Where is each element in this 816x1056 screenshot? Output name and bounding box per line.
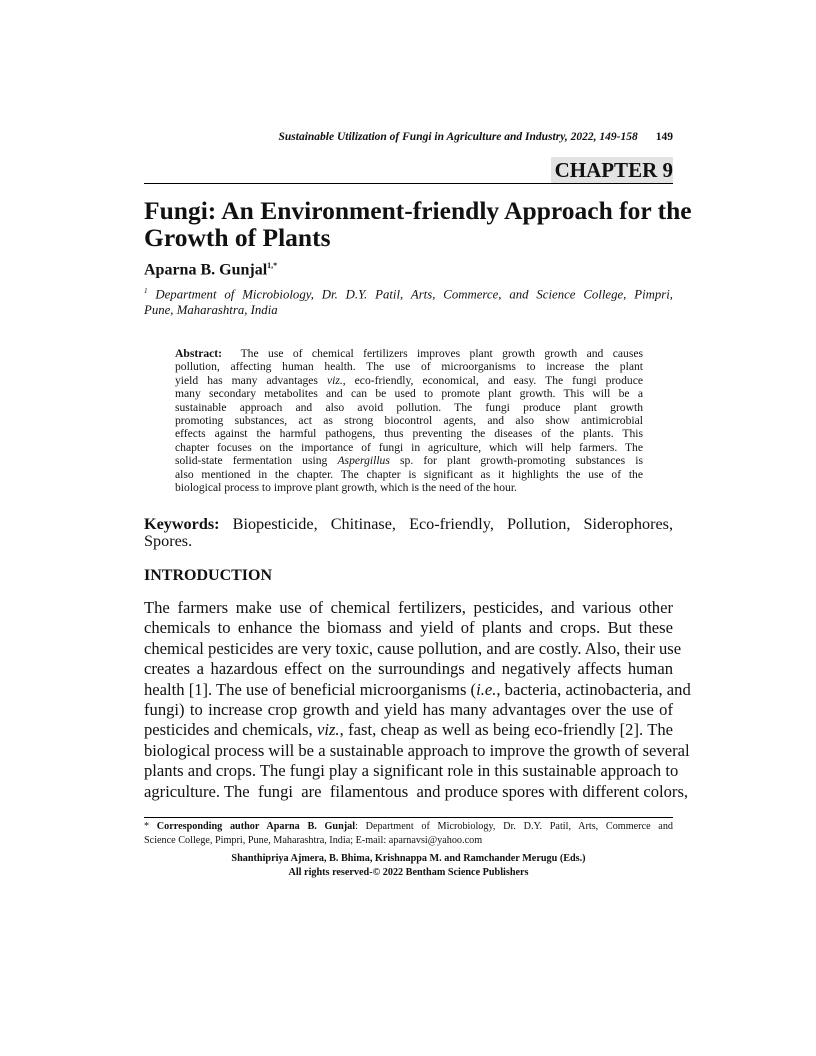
footnote-rule [144,817,673,818]
text-segment: biological process will be a sustainable approach to improve the growth of several [144,740,690,760]
book-title: Sustainable Utilization of Fungi in Agriculture and Industry [278,131,565,143]
text-segment: yield has many advantages [175,373,327,387]
affiliation-line [144,283,673,302]
text-line [175,468,643,481]
text-line [144,679,691,700]
author-sup: 1,* [267,261,278,270]
italic-text: viz. [317,720,340,740]
text-line [144,533,673,550]
text-segment: promoting substances, act as strong biocontrol agents, and also show antimicrobial [175,414,643,428]
running-header [278,131,637,143]
italic-text: viz. [326,373,343,387]
text-segment: Spores. [144,532,193,550]
text-line [144,720,673,740]
text-segment: , eco-friendly, economical, and easy. The fungi produce [342,373,643,387]
text-line [144,781,689,802]
affiliation-sup: 1 [144,287,148,295]
text-segment: pollution, affecting human health. The use of microorganisms to increase the plant [175,360,643,374]
header-rule [144,183,673,184]
text-line [175,441,643,454]
book-details: , 2022, 149-158 [564,131,638,143]
text-segment: fungi) to increase crop growth and yield has many advantages over the use of [144,700,673,720]
text-segment: pesticides and chemicals, [144,720,317,740]
text-segment: Biopesticide, Chitinase, Eco-friendly, Pollution, Siderophores, [219,515,673,533]
text-segment: sustainable approach and also avoid pollution. The fungi produce plant growth [175,400,643,414]
text-line [144,659,673,679]
text-line [175,387,643,400]
text-line [175,454,643,467]
introduction-text [144,598,691,802]
title-line: Fungi: An Environment-friendly Approach for the [144,196,692,225]
author [144,261,277,279]
abstract [175,347,643,494]
footnote [144,820,673,847]
text-line [144,820,673,834]
text-segment: chemical pesticides are very toxic, cause pollution, and are costly. Also, their use [144,638,682,658]
text-segment: chapter focuses on the importance of fungi in agriculture, which will help farmers. The [175,440,643,454]
text-segment: , bacteria, actinobacteria, and [496,679,691,699]
text-line [144,638,682,659]
text-segment: creates a hazardous effect on the surroundings and negatively affects human [144,659,673,679]
running-header-row [144,131,673,143]
text-segment: , fast, cheap as well as being eco-friendly [2]. The [339,720,673,740]
text-line [175,374,643,387]
text-line [144,516,673,533]
keywords [144,516,673,550]
text-segment: chemicals to enhance the biomass and yield of plants and crops. But these [144,618,673,638]
title-line: Growth of Plants [144,223,331,252]
text-segment: sp. for plant growth-promoting substances is [389,454,643,468]
text-segment: solid-state fermentation using [175,454,338,468]
chapter-label: CHAPTER 9 [551,157,673,183]
text-line [144,618,673,638]
text-segment: * [144,821,157,832]
text-segment: : Department of Microbiology, Dr. D.Y. Patil, Arts, Commerce and [355,821,674,832]
text-line [175,481,643,494]
editors-credit [144,852,673,879]
text-line [144,700,673,720]
text-segment: The use of chemical fertilizers improves plant growth growth and causes [222,347,643,360]
author-name: Aparna B. Gunjal [144,261,268,279]
affiliation [144,283,673,318]
text-line [144,740,690,761]
text-segment: The farmers make use of chemical fertilizers, pesticides, and various other [144,598,673,617]
text-segment: also mentioned in the chapter. The chapter is significant as it highlights the use of the [175,467,643,481]
page-number: 149 [655,131,673,143]
bold-text: Abstract: [175,347,223,360]
text-segment: many secondary metabolites and can be used to promote plant growth. This will be a [175,387,643,401]
italic-text: i.e. [476,679,497,699]
bold-text: Keywords: [144,515,220,533]
affiliation-text: Department of Microbiology, Dr. D.Y. Patil, Arts, Commerce, and Science College, Pimpri, [147,287,673,302]
text-line [175,427,643,440]
text-segment: health [1]. The use of beneficial microorganisms ( [144,679,477,699]
text-segment: biological process to improve plant growth, which is the need of the hour. [175,481,517,495]
text-line [144,761,679,781]
text-segment: Science College, Pimpri, Pune, Maharashtra, India; E-mail: aparnavsi@yahoo.com [144,834,483,846]
affiliation-line: Pune, Maharashtra, India [144,303,278,318]
copyright: All rights reserved-© 2022 Bentham Science Publishers [288,866,529,878]
chapter-title [144,197,744,251]
text-line [175,414,643,427]
text-line [175,347,643,360]
text-line [144,834,673,848]
bold-text: Corresponding author Aparna B. Gunjal [156,821,356,832]
text-line [175,360,643,373]
editors: Shanthipriya Ajmera, B. Bhima, Krishnappa M. and Ramchander Merugu (Eds.) [231,853,586,864]
text-segment: plants and crops. The fungi play a significant role in this sustainable approach to [144,761,679,781]
text-segment: effects against the harmful pathogens, thus preventing the diseases of the plants. This [175,427,643,441]
italic-text: Aspergillus [337,454,390,468]
section-heading-introduction: INTRODUCTION [144,567,273,584]
text-line [144,598,673,618]
text-segment: agriculture. The fungi are filamentous and produce spores with different colors, [144,781,689,801]
text-line [175,401,643,414]
